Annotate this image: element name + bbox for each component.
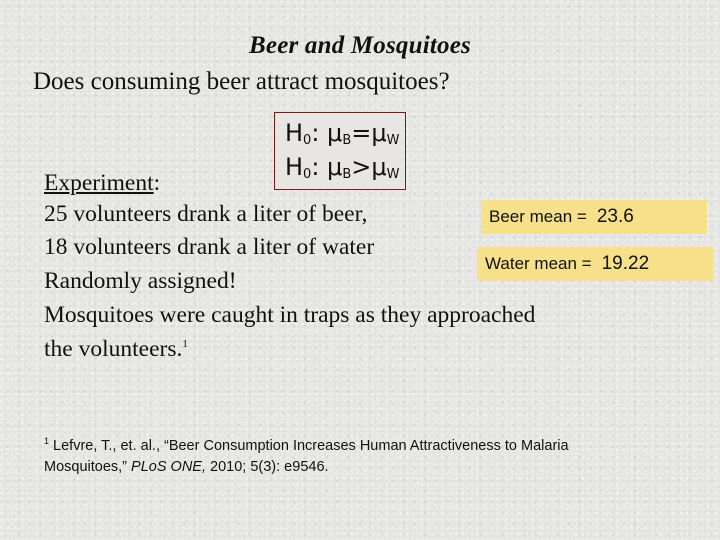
footnote-line-2: Mosquitoes,” PLoS ONE, 2010; 5(3): e9546.: [44, 459, 329, 475]
footnote-marker: 1: [182, 338, 188, 351]
experiment-line-water: 18 volunteers drank a liter of water: [44, 234, 375, 260]
water-mean-label: Water mean =: [485, 254, 592, 273]
footnote-line-1: $^1$ Lefvre, T., et. al., “Beer Consumption Increases Human Attractiveness to Malaria: [44, 436, 569, 454]
beer-mean-value: 23.6: [596, 206, 634, 227]
beer-mean-box: [481, 200, 707, 234]
experiment-heading: Experiment:: [44, 170, 161, 196]
slide-subtitle: Does consuming beer attract mosquitoes?: [33, 68, 450, 95]
journal-name: PLoS ONE,: [131, 459, 206, 475]
experiment-line-traps: Mosquitoes were caught in traps as they approached: [44, 302, 536, 328]
null-hypothesis: $H_0$: $\mu_B=\mu_W$: [285, 119, 400, 148]
water-mean-value: 19.22: [601, 253, 650, 274]
experiment-line-beer: 25 volunteers drank a liter of beer,: [44, 201, 368, 227]
slide-title: Beer and Mosquitoes: [249, 32, 471, 59]
experiment-line-random: Randomly assigned!: [44, 268, 237, 294]
experiment-line-volunteers: the volunteers.$^1$: [44, 336, 188, 362]
alternative-hypothesis: $H_0$: $\mu_B>\mu_W$: [285, 153, 400, 182]
hypotheses-box: [274, 112, 406, 190]
water-mean-box: [477, 247, 713, 281]
beer-mean-label: Beer mean =: [489, 207, 587, 226]
